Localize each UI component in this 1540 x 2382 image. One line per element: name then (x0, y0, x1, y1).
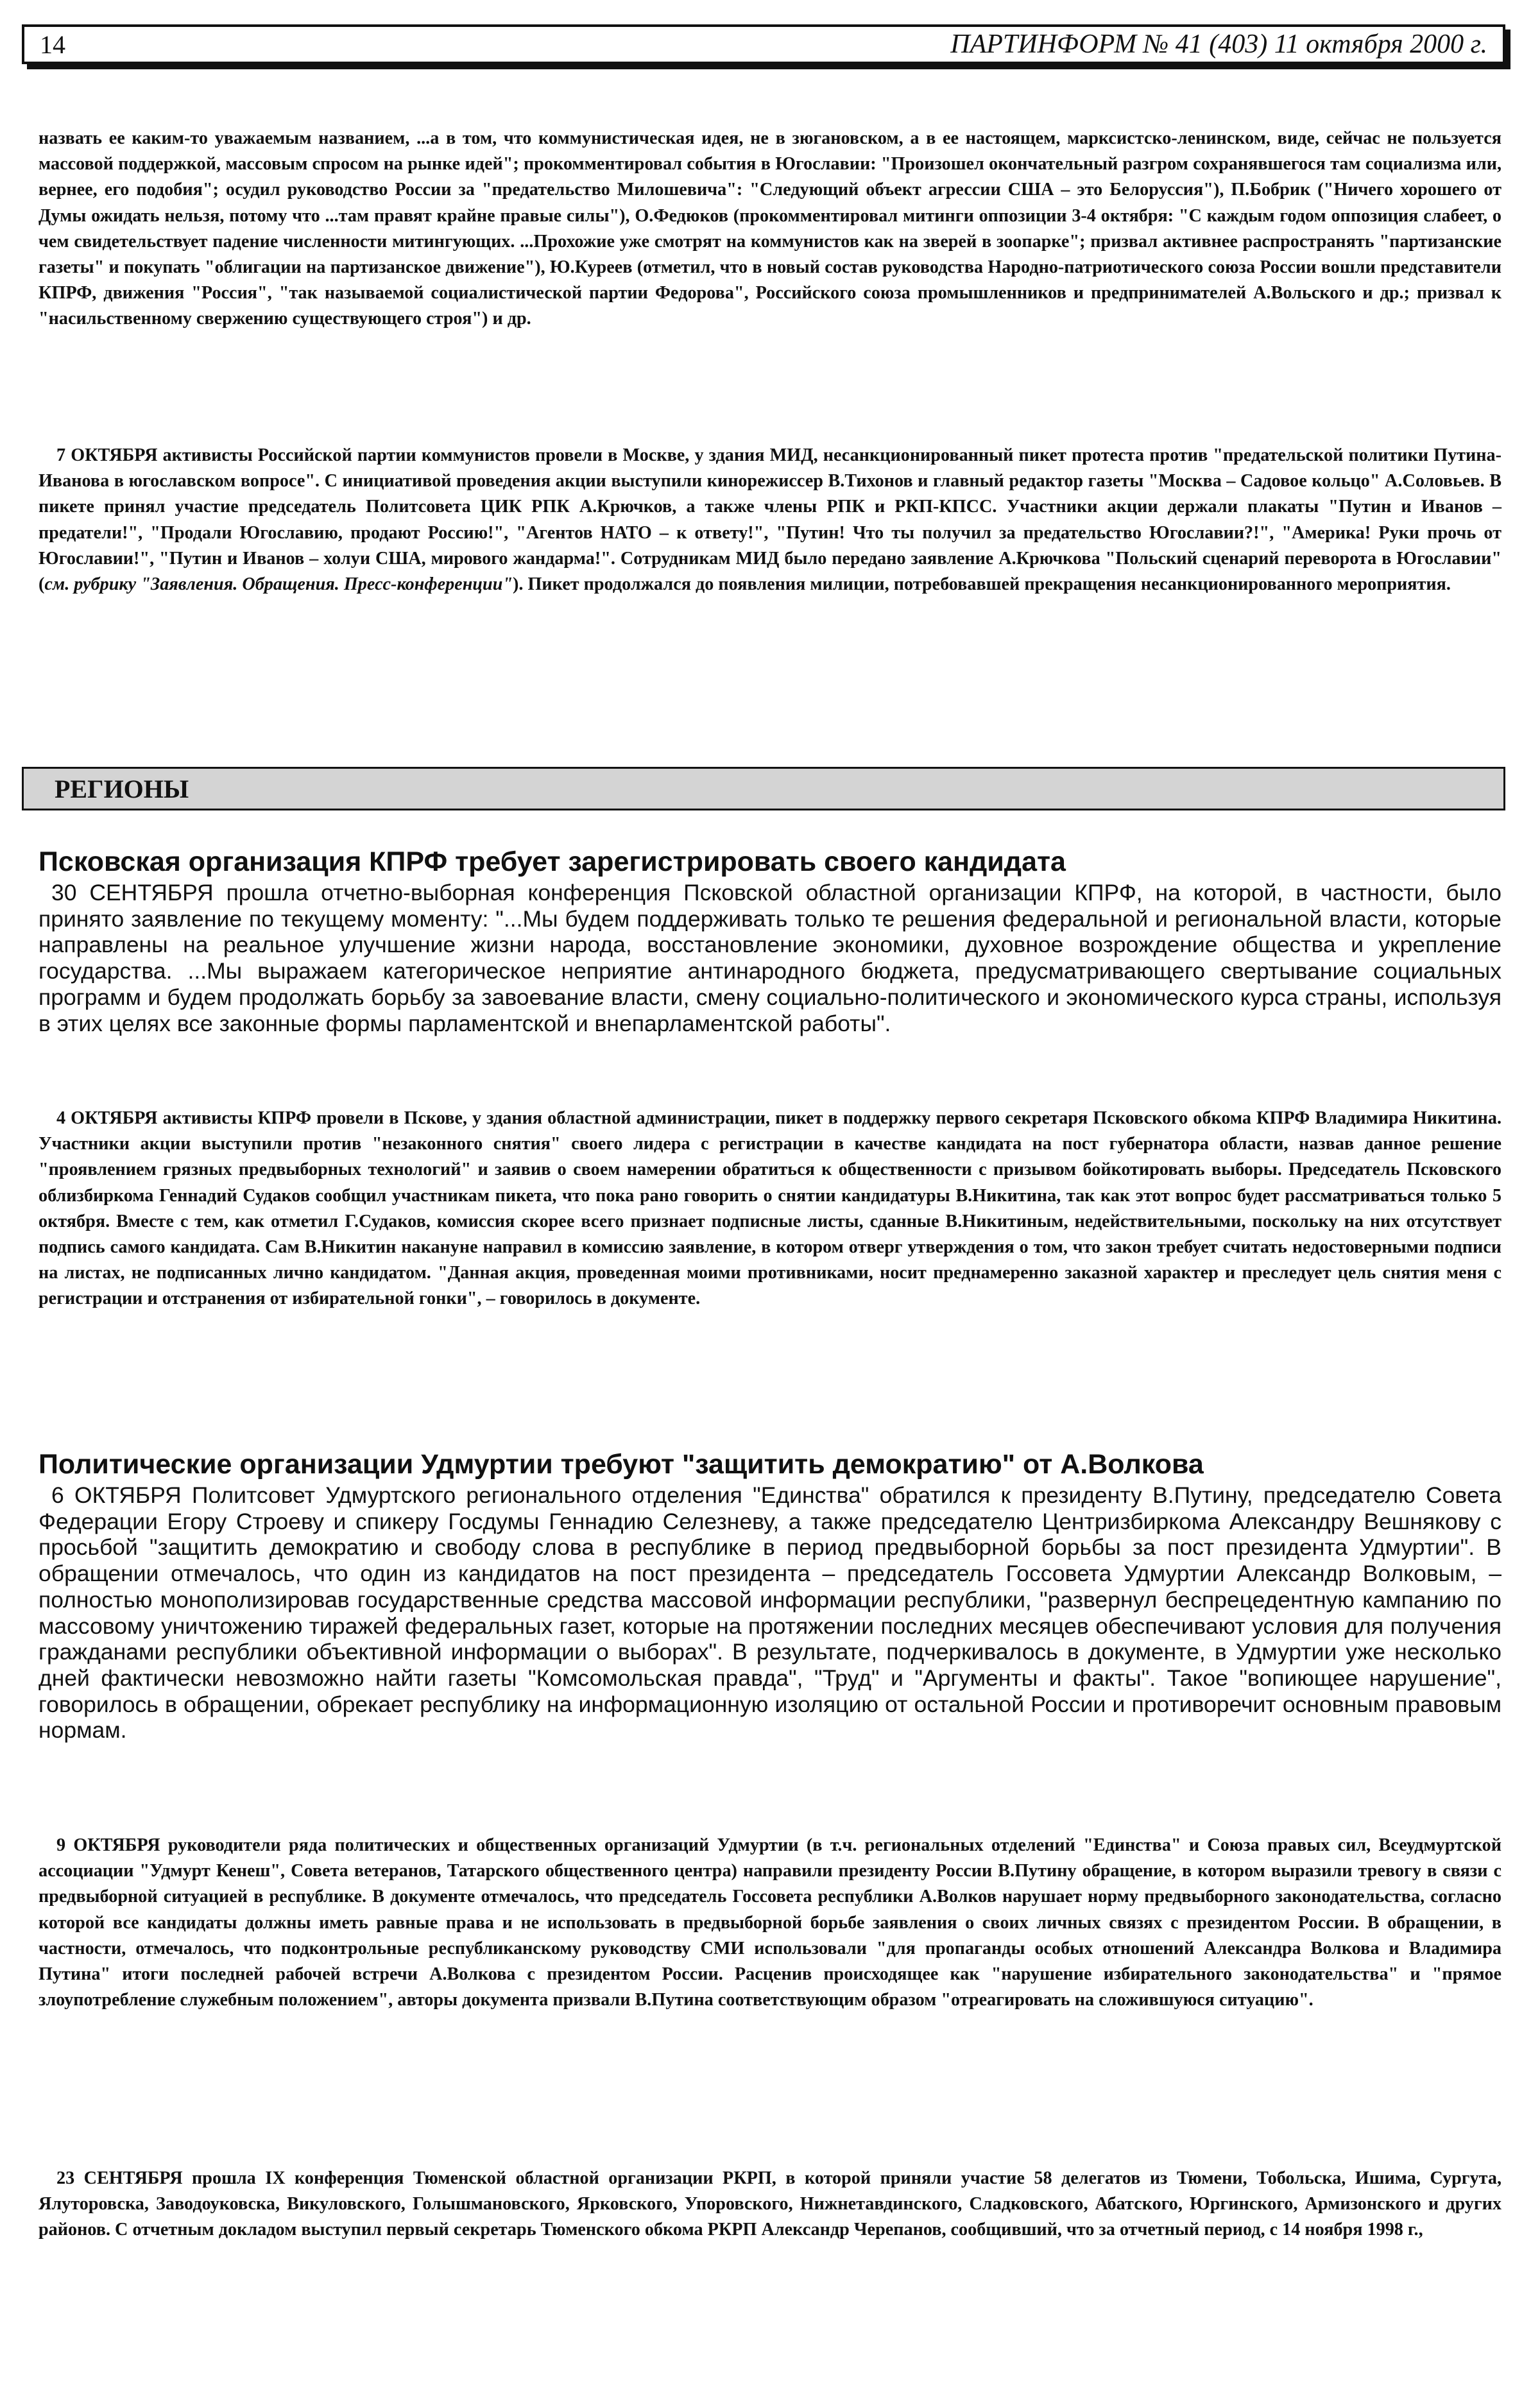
page-number: 14 (40, 30, 65, 59)
oct7-tail: ). Пикет продолжался до появления милиции, потребовавшей прекращения несанкционированного мероприятия. (513, 574, 1451, 595)
tyumen-paragraph: 23 СЕНТЯБРЯ прошла IX конференция Тюменской областной организации РКРП, в которой приняли участие 58 делегатов из Тюмени, Тобольска, Ишима, Сургута, Ялуторовска, Заводоуковска, Викуловского, Голышмановского, Ярковского, Упоровского, Нижнетавдинского, Сладковского, Абатского, Юргинского, Армизонского и других районов. С отчетным докладом выступил первый секретарь Тюменского обкома РКРП Александр Черепанов, сообщивший, что за отчетный период, с 14 ноября 1998 г., (38, 2168, 1502, 2240)
page-header (22, 24, 1505, 64)
pskov-heading: Псковская организация КПРФ требует зарегистрировать своего кандидата (38, 846, 1066, 877)
udmurtia-paragraph-1: 6 ОКТЯБРЯ Политсовет Удмуртского регионального отделения "Единства" обратился к президенту В.Путину, председателю Совета Федерации Егору Строеву и спикеру Госдумы Геннадию Селезневу, а также председателю Центризбиркома Александру Вешнякову с просьбой "защитить демократию и свободу слова в республике в период предвыборной борьбы за пост президента Удмуртии". В обращении отмечалось, что один из кандидатов на пост президента – председатель Госсовета Удмуртии Александр Волковым, – полностью монополизировав государственные средства массовой информации республики, "развернул беспрецедентную кампанию по массовому уничтожению тиражей федеральных газет, которые на протяжении последних месяцев обеспечивают условия для получения гражданами республики объективной информации о выборах". В результате, подчеркивалось в документе, в Удмуртии уже несколько дней фактически невозможно найти газеты "Комсомольская правда", "Труд" и "Аргументы и факты". Такое "вопиющее нарушение", говорилось в обращении, обрекает республику на информационную изоляцию от остальной России и противоречит основным правовым нормам. (38, 1482, 1502, 1744)
udmurtia-heading: Политические организации Удмуртии требуют "защитить демократию" от А.Волкова (38, 1449, 1204, 1480)
pskov-paragraph-1: 30 СЕНТЯБРЯ прошла отчетно-выборная конференция Псковской областной организации КПРФ, на которой, в частности, было принято заявление по текущему моменту: "...Мы будем поддерживать только те решения федеральной и региональной власти, которые направлены на реальное улучшение жизни народа, восстановление экономики, духовное возрождение общества и укрепление государства. ...Мы выражаем категорическое неприятие антинародного бюджета, предусматривающего свертывание социальных программ и будем продолжать борьбу за завоевание власти, смену социально-политического и экономического курса страны, используя в этих целях все законные формы парламентской и внепарламентской работы". (38, 880, 1502, 1036)
oct7-paragraph (38, 443, 1502, 597)
publication-title: ПАРТИНФОРМ № 41 (403) 11 октября 2000 г. (950, 30, 1487, 59)
pskov-paragraph-2: 4 ОКТЯБРЯ активисты КПРФ провели в Пскове, у здания областной администрации, пикет в поддержку первого секретаря Псковского обкома КПРФ Владимира Никитина. Участники акции выступили против "незаконного снятия" своего лидера с регистрации в качестве кандидата на пост губернатора области, назвав данное решение "проявлением грязных предвыборных технологий" и заявив о своем намерении обратиться к общественности с призывом бойкотировать выборы. Председатель Псковского облизбиркома Геннадий Судаков сообщил участникам пикета, что пока рано говорить о снятии кандидатуры В.Никитина, так как этот вопрос будет рассматриваться только 5 октября. Вместе с тем, как отметил Г.Судаков, комиссия скорее всего признает подписные листы, сданные В.Никитиным, недействительными, поскольку на них отсутствует подпись самого кандидата. Сам В.Никитин накануне направил в комиссию заявление, в котором отверг утверждения о том, что закон требует считать недостоверными подписи на листах, не подписанных лично кандидатом. "Данная акция, проведенная моими противниками, носит преднамеренно заказной характер и преследует цель снятия меня с регистрации и отстранения от избирательной гонки", – говорилось в документе. (38, 1108, 1502, 1309)
udmurtia-paragraph-2: 9 ОКТЯБРЯ руководители ряда политических и общественных организаций Удмуртии (в т.ч. региональных отделений "Единства" и Союза правых сил, Всеудмуртской ассоциации "Удмурт Кенеш", Совета ветеранов, Татарского общественного центра) направили президенту России В.Путину обращение, в котором выразили тревогу в связи с предвыборной ситуацией в республике. В документе отмечалось, что председатель Госсовета республики А.Волков нарушает норму предвыборного законодательства, согласно которой все кандидаты должны иметь равные права и не использовать в предвыборной борьбе заявления о своих личных связях с президентом России. В обращении, в частности, отмечалось, что подконтрольные республиканскому руководству СМИ использовали "для пропаганды особых отношений Александра Волкова и Владимира Путина" итоги последней рабочей встречи А.Волкова с президентом России. Расценив происходящее как "нарушение избирательного законодательства" и "прямое злоупотребление служебным положением", авторы документа призвали В.Путина соответствующим образом "отреагировать на сложившуюся ситуацию". (38, 1835, 1502, 2010)
oct7-reference: см. рубрику "Заявления. Обращения. Пресс-конференции" (44, 574, 513, 595)
section-title: РЕГИОНЫ (55, 774, 189, 803)
oct7-text: 7 ОКТЯБРЯ активисты Российской партии коммунистов провели в Москве, у здания МИД, несанкционированный пикет протеста против "предательской политики Путина-Иванова в югославском вопросе". С инициативой проведения акции выступили кинорежиссер В.Тихонов и главный редактор газеты "Москва – Садовое кольцо" А.Соловьев. В пикете принял участие председатель Политсовета ЦИК РПК А.Крючков, а также члены РПК и РКП-КПСС. Участники акции держали плакаты "Путин и Иванов – предатели!", "Продали Югославию, продают Россию!", "Агентов НАТО – к ответу!", "Путин! Что ты получил за предательство Югославии?!", "Америка! Руки прочь от Югославии!", "Путин и Иванов – холуи США, мирового жандарма!". Сотрудникам МИД было передано заявление А.Крючкова "Польский сценарий переворота в Югославии" ( (38, 445, 1502, 595)
intro-paragraph: назвать ее каким-то уважаемым названием, ...а в том, что коммунистическая идея, не в зюгановском, а в ее настоящем, марксистско-ленинском, виде, сейчас не пользуется массовой поддержкой, массовым спросом на рынке идей"; прокомментировал события в Югославии: "Произошел окончательный разгром сохранявшегося там социализма или, вернее, его подобия"; осудил руководство России за "предательство Милошевича": "Следующий объект агрессии США – это Белоруссия"), П.Бобрик ("Ничего хорошего от Думы ожидать нельзя, потому что ...там правят крайне правые силы"), О.Федюков (прокомментировал митинги оппозиции 3-4 октября: "С каждым годом оппозиция слабеет, о чем свидетельствует падение численности митингующих. ...Прохожие уже смотрят на коммунистов как на зверей в зоопарке"; призвал активнее распространять "партизанские газеты" и покупать "облигации на партизанское движение"), Ю.Куреев (отметил, что в новый состав руководства Народно-патриотического союза России вошли представители КПРФ, движения "Россия", "так называемой социалистической партии Федорова", Российского союза промышленников и предпринимателей А.Вольского и др.; призвал к "насильственному свержению существующего строя") и др. (38, 128, 1502, 329)
section-regions (22, 767, 1505, 810)
